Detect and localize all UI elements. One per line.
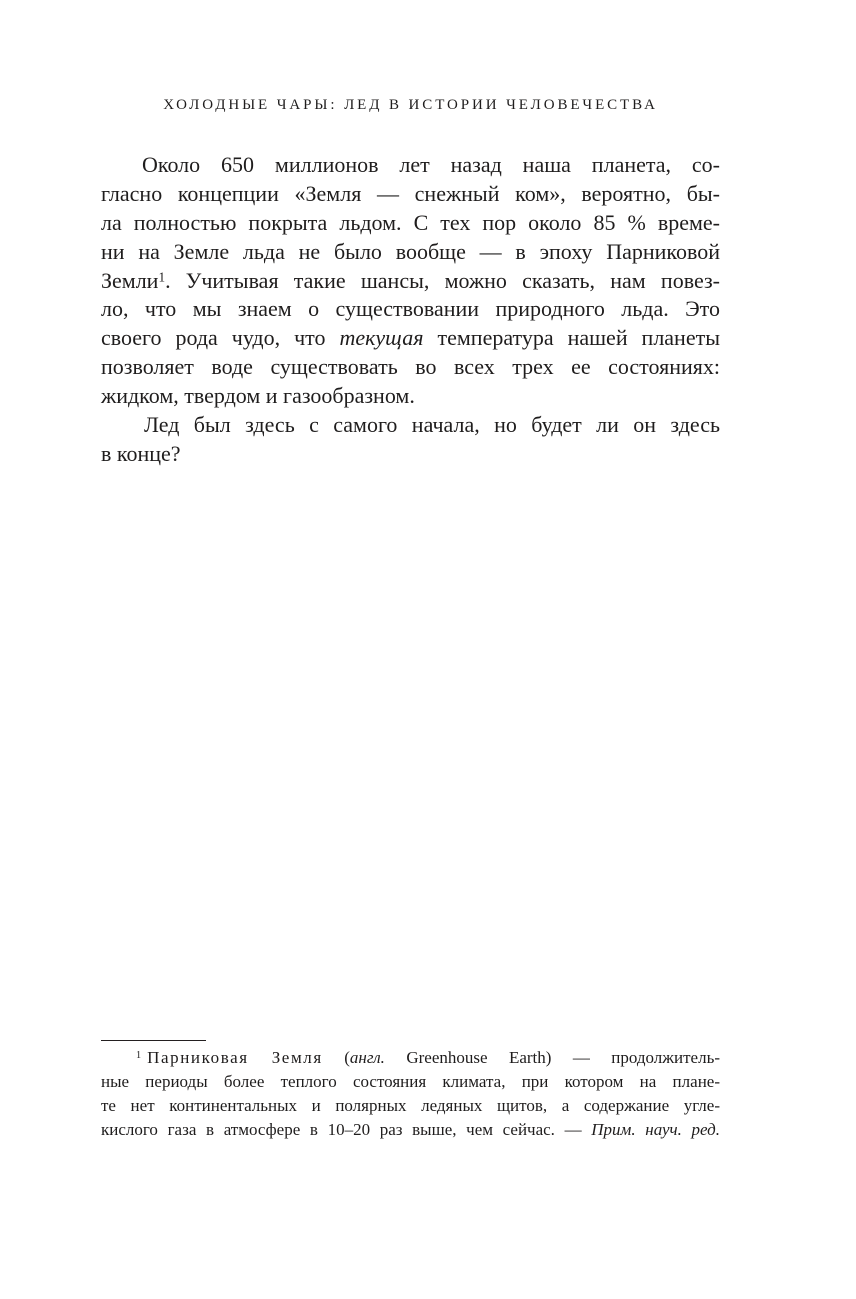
footnote-marker: 1 <box>136 1049 142 1061</box>
text-segment: температура нашей планеты <box>423 325 720 351</box>
text-segment: кислого газа в атмосфере в 10–20 раз выше, чем сейчас. — <box>101 1120 592 1139</box>
footnote-line: те нет континентальных и полярных ледяных щитов, а содержание угле- <box>101 1096 720 1115</box>
emphasis-text: текущая <box>339 325 424 351</box>
text-line: ло, что мы знаем о существовании природного льда. Это <box>101 296 720 322</box>
text-line <box>101 324 720 353</box>
footnote-separator <box>101 1040 206 1041</box>
text-line: гласно концепции «Земля — снежный ком», вероятно, бы- <box>101 180 720 206</box>
body-text <box>101 151 720 469</box>
footnote-line: ные периоды более теплого состояния климата, при котором на плане- <box>101 1072 720 1091</box>
text-line: ни на Земле льда не было вообще — в эпоху Парниковой <box>101 238 720 264</box>
footnote-reference[interactable]: 1 <box>158 268 166 284</box>
footnote <box>101 1046 720 1142</box>
text-segment: ( <box>322 1048 350 1067</box>
text-line: Лед был здесь с самого начала, но будет ли он здесь <box>144 412 720 438</box>
text-segment: своего рода чудо, что <box>101 325 340 351</box>
text-line: ла полностью покрыта льдом. С тех пор около 85 % време- <box>101 209 720 235</box>
footnote-term: Парниковая Земля <box>147 1048 323 1067</box>
text-segment: Земли <box>101 267 159 293</box>
text-line: позволяет воде существовать во всех трех ее состояниях: <box>101 354 720 380</box>
text-segment: . Учитывая такие шансы, можно сказать, нам повез- <box>165 267 720 293</box>
language-abbreviation: англ. <box>349 1048 385 1067</box>
text-line: Около 650 миллионов лет назад наша планета, со- <box>142 152 720 177</box>
text-segment: Greenhouse Earth) — продолжитель- <box>384 1048 720 1067</box>
footnote-line <box>101 1046 720 1070</box>
running-head: ХОЛОДНЫЕ ЧАРЫ: ЛЕД В ИСТОРИИ ЧЕЛОВЕЧЕСТВА <box>163 97 658 113</box>
text-line: в конце? <box>101 440 181 466</box>
editor-note: Прим. науч. ред. <box>591 1120 720 1139</box>
footnote-line <box>101 1118 720 1142</box>
text-line: жидком, твердом и газообразном. <box>101 383 415 409</box>
text-line <box>101 267 720 296</box>
